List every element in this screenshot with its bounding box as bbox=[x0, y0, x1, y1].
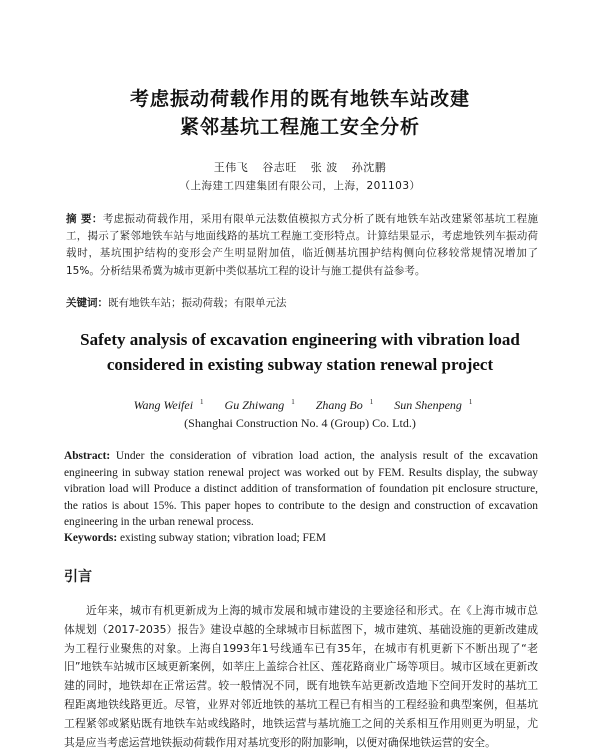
chinese-keywords bbox=[66, 295, 538, 310]
english-keywords-text: existing subway station; vibration load; FEM bbox=[117, 532, 326, 544]
chinese-keywords-text: 既有地铁车站；振动荷载；有限单元法 bbox=[108, 297, 287, 309]
english-abstract-label: Abstract: bbox=[64, 450, 111, 462]
chinese-author: 张 波 bbox=[310, 161, 338, 174]
english-affiliation: (Shanghai Construction No. 4 (Group) Co. Ltd.) bbox=[184, 416, 416, 430]
chinese-author: 王伟飞 bbox=[213, 161, 249, 174]
chinese-author: 谷志旺 bbox=[262, 161, 297, 174]
chinese-title-line-2: 紧邻基坑工程施工安全分析 bbox=[179, 116, 420, 138]
english-author: Sun Shenpeng $^1$ bbox=[394, 398, 473, 412]
chinese-abstract-label: 摘 要： bbox=[66, 213, 103, 225]
english-author: Wang Weifei $^1$ bbox=[133, 398, 204, 412]
chinese-abstract-text: 考虑振动荷载作用，采用有限单元法数值模拟方式分析了既有地铁车站改建紧邻基坑工程施工，揭示了紧邻地铁车站与地面线路的基坑工程施工变形特点。计算结果显示，考虑地铁列车振动荷载时，基坑围护结构的变形会产生明显附加值，临近侧基坑围护结构侧向位移较常规情况增加了15%。分析结果希冀为城市更新中类似基坑工程的设计与施工提供有益参考。 bbox=[66, 213, 539, 277]
english-abstract-text: Under the consideration of vibration load action, the analysis result of the excavation engineering in subway station renewal project was worked out by FEM. Results display, the subway vibration load will Produce a distinct addition of transformation of foundation pit enclosure structure, the ratios is about 15%. This paper hopes to contribute to the design and construction of excavation engineering in the urban renewal process. bbox=[64, 450, 538, 529]
chinese-keywords-label: 关键词： bbox=[66, 297, 108, 309]
introduction-paragraph: 近年来，城市有机更新成为上海的城市发展和城市建设的主要途径和形式。在《上海市城市总体规划（2017-2035）报告》建设卓越的全球城市目标蓝图下，城市建筑、基础设施的更新改建成为工程行业聚焦的对象。上海自1993年1号线通车已有35年，在城市有机更新下不断出现了“老旧”地铁车站城市区域更新案例，如莘庄上盖综合社区、莲花路商业广场等项目。城市区域在更新改建的同时，地铁却在正常运营。较一般情况不同，既有地铁车站更新改造地下空间开发时的基坑工程距离地铁线路更近。尽管，业界对邻近地铁的基坑工程已有相当的工程经验和典型案例，但基坑工程紧邻或紧贴既有地铁车站或线路时，地铁运营与基坑施工之间的关系相互作用则更为明显，尤其是应当考虑运营地铁振动荷载作用对基坑变形的附加影响，以便对确保地铁运营的安全。 bbox=[64, 604, 538, 749]
chinese-affiliation: （上海建工四建集团有限公司，上海，201103） bbox=[179, 180, 421, 192]
chinese-abstract bbox=[66, 211, 538, 280]
english-authors bbox=[0, 398, 600, 413]
chinese-authors bbox=[0, 159, 600, 175]
english-title-line-1: Safety analysis of excavation engineering with vibration load bbox=[80, 330, 520, 349]
english-title-line-2: considered in existing subway station renewal project bbox=[106, 355, 494, 374]
english-author: Zhang Bo $^1$ bbox=[315, 398, 374, 412]
chinese-title-line-1: 考虑振动荷载作用的既有地铁车站改建 bbox=[129, 88, 470, 110]
introduction-heading: 引言 bbox=[64, 569, 92, 585]
english-keywords bbox=[64, 532, 538, 544]
english-author: Gu Zhiwang $^1$ bbox=[224, 398, 295, 412]
chinese-author: 孙沈鹏 bbox=[351, 161, 387, 174]
english-keywords-label: Keywords: bbox=[64, 532, 118, 544]
english-abstract bbox=[64, 448, 538, 531]
